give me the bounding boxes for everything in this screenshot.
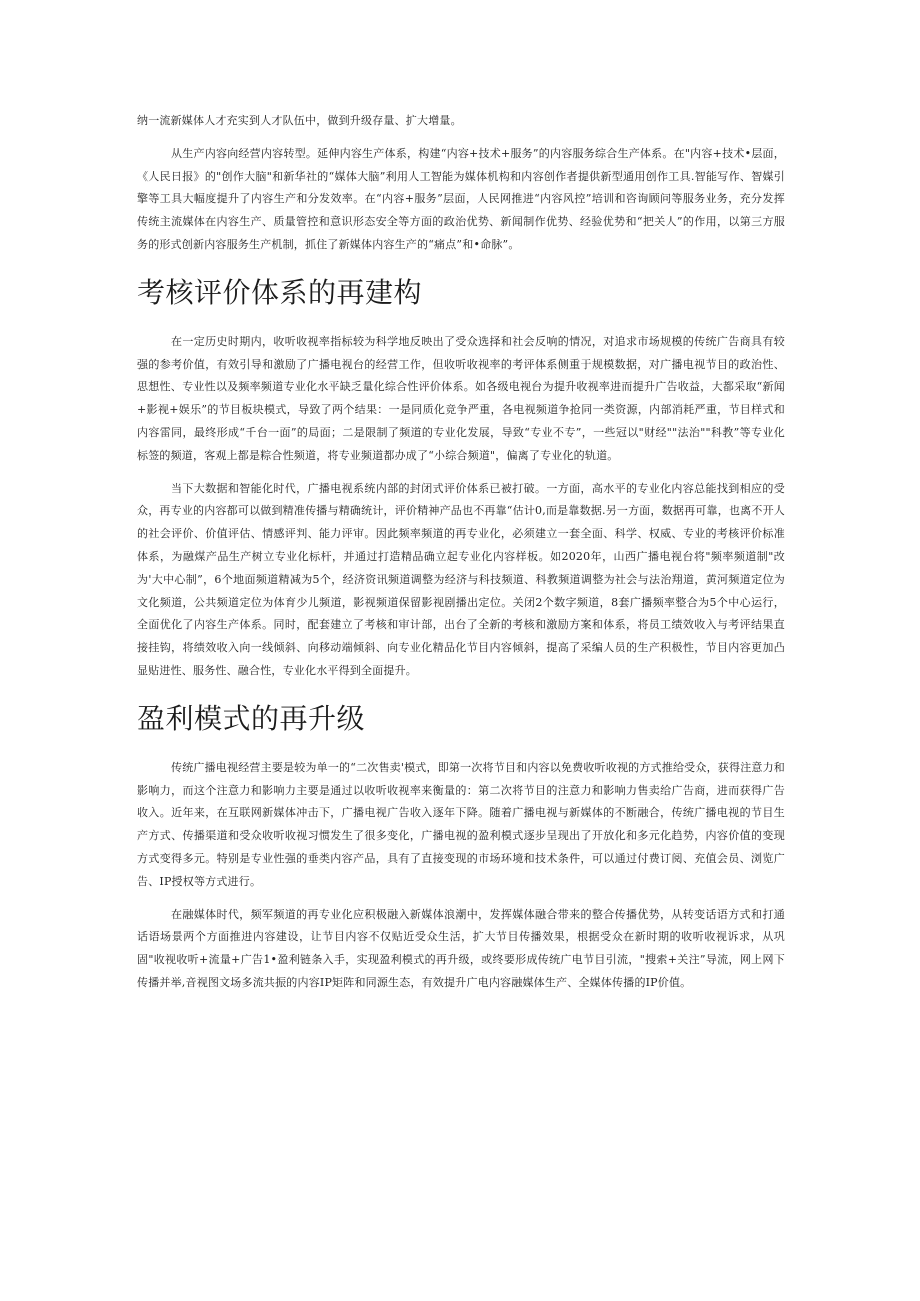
section-heading-profit-model: 盈利模式的再升级 — [137, 701, 366, 735]
section-heading-evaluation: 考核评价体系的再建构 — [137, 275, 423, 309]
paragraph-dual-sales: 传统广播电视经营主要是较为单一的“二次售卖'模式，即第一次将节目和内容以免费收听收视的方式推给受众，获得注意力和影响力，而这个注意力和影响力主要是通过以收听收视率来衡量的：第二次将节目的注意力和影响力售卖给广告商，进而获得广告收入。近年来，在互联网新媒体冲击下，广播电视广告收入逐年下降。随着广播电视与新媒体的不断融合，传统广播电视的节目生产方式、传播渠道和受众收听收视习惯发生了很多变化，广播电视的盈利模式逐步呈现出了开放化和多元化趋势，内容价值的变现方式变得多元。特别是专业性强的垂类内容产品，具有了直接变现的市场环境和技术条件，可以通过付费订阅、充值会员、浏览广告、IP授权等方式进行。 — [137, 760, 785, 888]
paragraph-talent: 纳一流新媒体人才充实到人才队伍中，做到升级存量、扩大增量。 — [137, 114, 462, 127]
paragraph-content-transformation: 从生产内容向经营内容转型。延伸内容生产体系，构建“内容+技术+服务”的内容服务综合生产体系。在"内容+技术•层面，《人民日报》的"创作大脑"和新华社的“媒体大脑”利用人工智能为媒体机构和内容创作者提供新型通用创作工具.智能写作、智媒引擎等工具大幅度提升了内容生产和分发效率。在“内容+服务”层面，人民网推进“内容风控”培训和咨询顾问等服务业务，充分发挥传统主流媒体在内容生产、质量管控和意识形态安全等方面的政治优势、新闻制作优势、经验优势和“把关人”的作用，以第三方服务的形式创新内容服务生产机制，抓住了新媒体内容生产的“痛点”和•命脉”。 — [137, 146, 785, 251]
paragraph-media-convergence: 在融媒体时代，频军频道的再专业化应积极融入新媒体浪潮中，发挥媒体融合带来的整合传播优势，从转变话语方式和打通话语场景两个方面推进内容建设，让节目内容不仅贴近受众生活，扩大节目传播效果，根据受众在新时期的收听收视诉求，从巩固"收视收听+流量+广告1•盈利链条入手，实现盈利模式的再升级，或终要形成传统广电节目引流，"搜索+关注”导流，网上网下传播并举,音视图文场多流共振的内容IP矩阵和同源生态，有效提升广电内容融媒体生产、全媒体传播的IP价值。 — [137, 907, 785, 989]
paragraph-ratings-history: 在一定历史时期内，收听收视率指标较为科学地反映出了受众选择和社会反响的情况，对追求市场规模的传统广告商具有较强的参考价值，有效引导和激励了广播电视台的经营工作，但收听收视率的考评体系侧重于规模数据，对广播电视节目的政治性、思想性、专业性以及频率频道专业化水平缺乏量化综合性评价体系。如各级电视台为提升收视率进而提升广告收益，大都采取“新闻+影视+娱乐”的节目板块模式，导致了两个结果：一是同质化竞争严重，各电视频道争抢同一类资源，内部消耗严重，节目样式和内容雷同，最终形成“千台一面”的局面；二是限制了频道的专业化发展，导致“专业不专”，一些冠以"财经""法治""科教”等专业化标签的频道，客观上都是粽合性频道，将专业频道都办成了“小综合频道"，偏离了专业化的轨道。 — [137, 334, 785, 462]
paragraph-big-data-era: 当下大数据和智能化时代，广播电视系统内部的封闭式评价体系已被打破。一方面，高水平的专业化内容总能找到相应的受众，再专业的内容都可以做到精准传播与精确统计，评价精神产品也不再靠“估计0,而是靠数据.另一方面，数据再可靠，也离不开人的社会评价、价值评估、情感评判、能力评审。因此频率频道的再专业化，必须建立一套全面、科学、权威、专业的考核评价标准体系，为融煤产品生产树立专业化标杆，并通过打造精品确立起专业化内容样板。如2020年，山西广播电视台将"频率频道制"改为'大中心制”，6个地面频道精减为5个，经济资讯频道调整为经济与科技频道、科教频道调整为社会与法治翔道，黄河频道定位为文化频道，公共频道定位为体育少儿频道，影视频道保留影视剧播出定位。关闭2个数字频道，8套广播频率整合为5个中心运行，全面优化了内容生产体系。同时，配套建立了考核和审计部，出台了全新的考核和激励方案和体系，将员工绩效收入与考评结果直接挂钩，将绩效收入向一线倾斜、向移动端倾斜、向专业化精品化节目内容倾斜，提高了采编人员的生产积极性，节目内容更加凸显贴进性、服务性、融合性，专业化水平得到全面提升。 — [137, 481, 785, 677]
document-body — [137, 110, 785, 995]
